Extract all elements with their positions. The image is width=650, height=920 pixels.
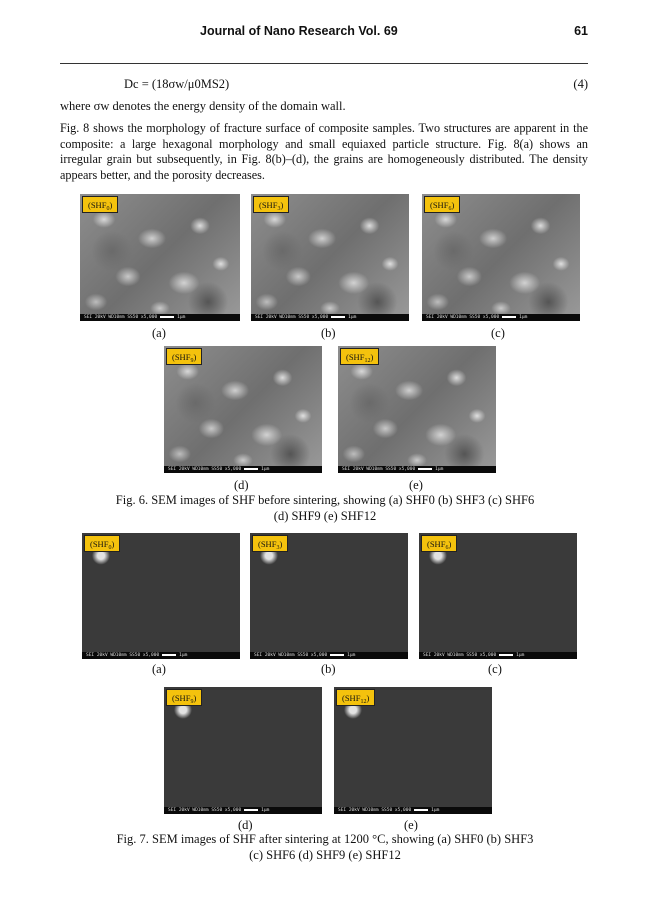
fig7-image-d (164, 687, 322, 814)
page-number: 61 (574, 24, 588, 38)
fig6-image-e (338, 346, 496, 473)
sample-tag: $(SHF_0)$ (84, 535, 120, 552)
body-paragraph: Fig. 8 shows the morphology of fracture surface of composite samples. Two structures are apparent in the composite: a large hexagonal morphology and small equiaxed particle structure. Fig. 8(a) shows an irregular grain but subsequently, in Fig. 8(b)–(d), the grains are homogeneously distributed. The density appears better, and the porosity decreases. (60, 121, 588, 182)
scale-bar (160, 316, 174, 318)
scale-bar (330, 654, 344, 656)
fig7-label-a: (a) (152, 662, 166, 676)
scale-bar (499, 654, 513, 656)
fig6-image-c (422, 194, 580, 321)
sem-info-bar: SEI 20kV WD10mm SS50 x5,000 1μm (419, 652, 577, 659)
fig6-label-b: (b) (321, 326, 336, 340)
sem-info-bar: SEI 20kV WD10mm SS50 x5,000 1μm (164, 466, 322, 473)
fig6-label-e: (e) (409, 478, 423, 492)
fig7-label-b: (b) (321, 662, 336, 676)
sample-tag: $(SHF_3)$ (252, 535, 288, 552)
fig6-image-b (251, 194, 409, 321)
fig7-label-e: (e) (404, 818, 418, 832)
fig6-caption-line1: Fig. 6. SEM images of SHF before sintering, showing (a) SHF0 (b) SHF3 (c) SHF6 (115, 493, 535, 507)
scale-bar (414, 809, 428, 811)
equation-4: Dc = (18σw/μ0MS2) (124, 77, 230, 91)
sem-info-bar: SEI 20kV WD10mm SS50 x5,000 1μm (422, 314, 580, 321)
fig7-image-e (334, 687, 492, 814)
fig7-label-d: (d) (238, 818, 253, 832)
fig7-caption (60, 832, 590, 863)
sample-tag: $(SHF_{12})$ (340, 348, 379, 365)
fig6-caption-line2: (d) SHF9 (e) SHF12 (273, 508, 377, 523)
fig6-label-c: (c) (491, 326, 505, 340)
running-header (60, 24, 588, 42)
fig6-label-a: (a) (152, 326, 166, 340)
fig7-label-c: (c) (488, 662, 502, 676)
sample-tag: $(SHF_{12})$ (336, 689, 375, 706)
sem-info-bar: SEI 20kV WD10mm SS50 x5,000 1μm (338, 466, 496, 473)
sample-tag: $(SHF_9)$ (166, 689, 202, 706)
scale-bar (244, 468, 258, 470)
fig6-caption (60, 493, 590, 524)
sample-tag: $(SHF_6)$ (421, 535, 457, 552)
scale-bar (162, 654, 176, 656)
sample-tag: $(SHF_6)$ (424, 196, 460, 213)
fig7-caption-line2: (c) SHF6 (d) SHF9 (e) SHF12 (249, 847, 401, 862)
fig6-label-d: (d) (234, 478, 249, 492)
header-rule (60, 63, 588, 64)
fig7-image-b (250, 533, 408, 659)
scale-bar (418, 468, 432, 470)
sample-tag: $(SHF_9)$ (166, 348, 202, 365)
sem-info-bar: SEI 20kV WD10mm SS50 x5,000 1μm (164, 807, 322, 814)
fig6-image-a (80, 194, 240, 321)
scale-bar (244, 809, 258, 811)
fig6-image-d (164, 346, 322, 473)
equation-number: (4) (573, 77, 588, 91)
scale-bar (331, 316, 345, 318)
sem-info-bar: SEI 20kV WD10mm SS50 x5,000 1μm (250, 652, 408, 659)
sem-info-bar: SEI 20kV WD10mm SS50 x5,000 1μm (334, 807, 492, 814)
equation-definition: where σw denotes the energy density of the domain wall. (60, 99, 346, 113)
sample-tag: $(SHF_3)$ (253, 196, 289, 213)
sem-info-bar: SEI 20kV WD10mm SS50 x5,000 1μm (80, 314, 240, 321)
sample-tag: $(SHF_0)$ (82, 196, 118, 213)
journal-title: Journal of Nano Research Vol. 69 (200, 24, 398, 38)
fig7-caption-line1: Fig. 7. SEM images of SHF after sintering at 1200 °C, showing (a) SHF0 (b) SHF3 (116, 832, 534, 846)
sem-info-bar: SEI 20kV WD10mm SS50 x5,000 1μm (251, 314, 409, 321)
sem-info-bar: SEI 20kV WD10mm SS50 x5,000 1μm (82, 652, 240, 659)
fig7-image-a (82, 533, 240, 659)
fig7-image-c (419, 533, 577, 659)
scale-bar (502, 316, 516, 318)
